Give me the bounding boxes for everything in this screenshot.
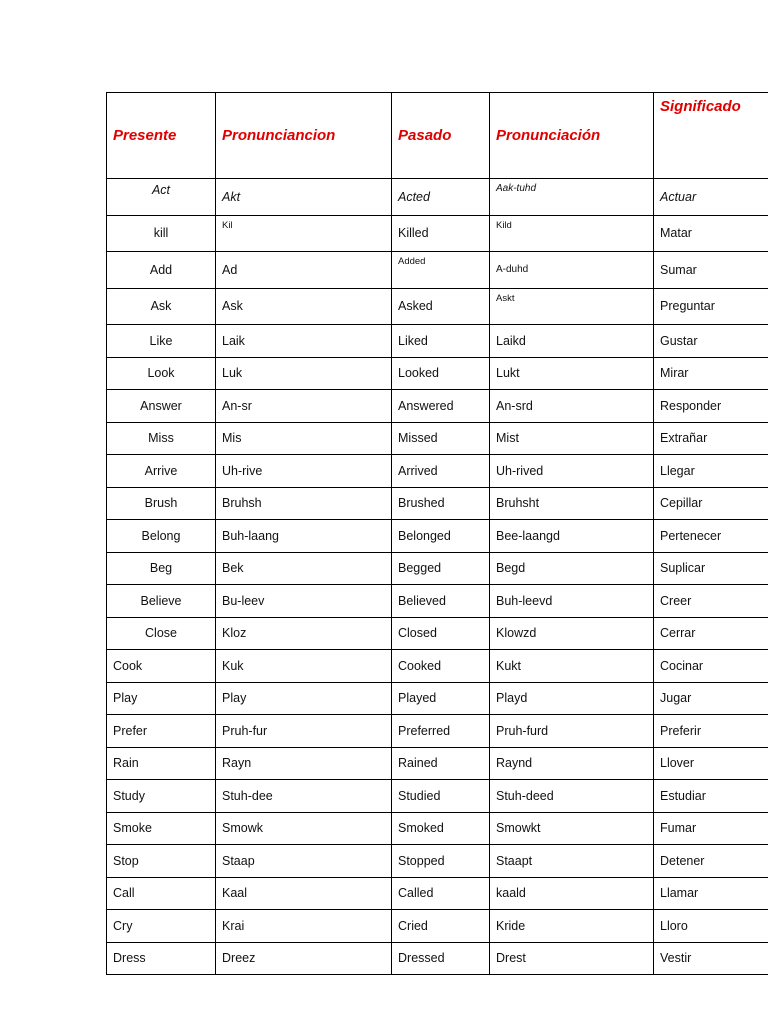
cell-significado: Vestir	[654, 942, 768, 975]
cell-pronunciacion-pasado: Kild	[490, 215, 654, 252]
cell-significado: Mirar	[654, 357, 768, 390]
cell-pronunciacion: Mis	[216, 422, 392, 455]
cell-pronunciacion-pasado: Buh-leevd	[490, 585, 654, 618]
cell-pronunciacion: Uh-rive	[216, 455, 392, 488]
cell-presente: Close	[107, 617, 216, 650]
cell-significado: Extrañar	[654, 422, 768, 455]
cell-pronunciacion-pasado: Kukt	[490, 650, 654, 683]
cell-pasado: Rained	[392, 747, 490, 780]
cell-pronunciacion-pasado: Bee-laangd	[490, 520, 654, 553]
cell-presente: Ask	[107, 288, 216, 325]
table-row	[107, 650, 768, 683]
cell-presente: Stop	[107, 845, 216, 878]
cell-significado: Suplicar	[654, 552, 768, 585]
cell-pronunciacion: Smowk	[216, 812, 392, 845]
cell-pasado: Cried	[392, 910, 490, 943]
cell-pronunciacion: Laik	[216, 325, 392, 358]
cell-significado: Llamar	[654, 877, 768, 910]
table-row	[107, 422, 768, 455]
cell-pasado: Smoked	[392, 812, 490, 845]
cell-pronunciacion: Stuh-dee	[216, 780, 392, 813]
cell-pronunciacion: Krai	[216, 910, 392, 943]
cell-significado: Lloro	[654, 910, 768, 943]
cell-pronunciacion-pasado: Drest	[490, 942, 654, 975]
cell-pasado: Added	[392, 252, 490, 289]
cell-pronunciacion-pasado: Smowkt	[490, 812, 654, 845]
cell-pronunciacion-pasado: Uh-rived	[490, 455, 654, 488]
header-pronunciacion: Pronunciancion	[216, 93, 392, 179]
cell-pronunciacion-pasado: Stuh-deed	[490, 780, 654, 813]
cell-presente: Act	[107, 179, 216, 216]
cell-pronunciacion: Bruhsh	[216, 487, 392, 520]
cell-pronunciacion-pasado: Pruh-furd	[490, 715, 654, 748]
cell-presente: Answer	[107, 390, 216, 423]
cell-pronunciacion-pasado: Klowzd	[490, 617, 654, 650]
cell-significado: Matar	[654, 215, 768, 252]
cell-pronunciacion: Staap	[216, 845, 392, 878]
cell-presente: Smoke	[107, 812, 216, 845]
cell-pronunciacion: Kaal	[216, 877, 392, 910]
cell-pronunciacion-pasado: Aak-tuhd	[490, 179, 654, 216]
table-row	[107, 780, 768, 813]
header-row	[107, 93, 768, 179]
cell-presente: Beg	[107, 552, 216, 585]
cell-pronunciacion: Buh-laang	[216, 520, 392, 553]
cell-pronunciacion-pasado: Lukt	[490, 357, 654, 390]
cell-pronunciacion-pasado: Mist	[490, 422, 654, 455]
cell-significado: Creer	[654, 585, 768, 618]
cell-significado: Fumar	[654, 812, 768, 845]
cell-presente: Cry	[107, 910, 216, 943]
cell-presente: Believe	[107, 585, 216, 618]
cell-pasado: Stopped	[392, 845, 490, 878]
cell-pasado: Cooked	[392, 650, 490, 683]
cell-pronunciacion: Dreez	[216, 942, 392, 975]
cell-significado: Llegar	[654, 455, 768, 488]
cell-pasado: Preferred	[392, 715, 490, 748]
cell-pasado: Liked	[392, 325, 490, 358]
cell-presente: Play	[107, 682, 216, 715]
cell-pronunciacion: Kuk	[216, 650, 392, 683]
cell-presente: Brush	[107, 487, 216, 520]
cell-presente: kill	[107, 215, 216, 252]
cell-pronunciacion: Pruh-fur	[216, 715, 392, 748]
cell-pasado: Begged	[392, 552, 490, 585]
header-presente: Presente	[107, 93, 216, 179]
table-row	[107, 552, 768, 585]
cell-presente: Prefer	[107, 715, 216, 748]
cell-pronunciacion: Ad	[216, 252, 392, 289]
cell-pronunciacion: An-sr	[216, 390, 392, 423]
table-row	[107, 747, 768, 780]
table-row	[107, 585, 768, 618]
cell-significado: Llover	[654, 747, 768, 780]
cell-pasado: Killed	[392, 215, 490, 252]
cell-pronunciacion-pasado: Raynd	[490, 747, 654, 780]
cell-significado: Pertenecer	[654, 520, 768, 553]
cell-pronunciacion: Bek	[216, 552, 392, 585]
cell-pronunciacion: Akt	[216, 179, 392, 216]
table-row	[107, 487, 768, 520]
cell-significado: Preferir	[654, 715, 768, 748]
table-row	[107, 325, 768, 358]
cell-presente: Arrive	[107, 455, 216, 488]
cell-presente: Belong	[107, 520, 216, 553]
cell-pasado: Called	[392, 877, 490, 910]
cell-pasado: Closed	[392, 617, 490, 650]
cell-significado: Gustar	[654, 325, 768, 358]
cell-presente: Study	[107, 780, 216, 813]
table-row	[107, 812, 768, 845]
cell-presente: Add	[107, 252, 216, 289]
cell-pasado: Acted	[392, 179, 490, 216]
table-row	[107, 215, 768, 252]
table-row	[107, 942, 768, 975]
cell-pronunciacion: Bu-leev	[216, 585, 392, 618]
cell-pasado: Answered	[392, 390, 490, 423]
cell-significado: Preguntar	[654, 288, 768, 325]
table-row	[107, 357, 768, 390]
table-row	[107, 877, 768, 910]
cell-significado: Estudiar	[654, 780, 768, 813]
cell-presente: Look	[107, 357, 216, 390]
cell-pronunciacion: Play	[216, 682, 392, 715]
cell-significado: Responder	[654, 390, 768, 423]
cell-significado: Cocinar	[654, 650, 768, 683]
cell-presente: Like	[107, 325, 216, 358]
table-row	[107, 617, 768, 650]
table-row	[107, 845, 768, 878]
cell-pronunciacion-pasado: kaald	[490, 877, 654, 910]
cell-pasado: Belonged	[392, 520, 490, 553]
cell-presente: Dress	[107, 942, 216, 975]
cell-pasado: Studied	[392, 780, 490, 813]
cell-significado: Cepillar	[654, 487, 768, 520]
table-row	[107, 520, 768, 553]
cell-pasado: Arrived	[392, 455, 490, 488]
table-row	[107, 715, 768, 748]
cell-pronunciacion-pasado: Laikd	[490, 325, 654, 358]
cell-presente: Call	[107, 877, 216, 910]
table-row	[107, 455, 768, 488]
table-row	[107, 252, 768, 289]
cell-pronunciacion-pasado: Begd	[490, 552, 654, 585]
header-pasado: Pasado	[392, 93, 490, 179]
cell-pronunciacion: Kil	[216, 215, 392, 252]
cell-pronunciacion: Kloz	[216, 617, 392, 650]
cell-pronunciacion-pasado: Staapt	[490, 845, 654, 878]
cell-significado: Sumar	[654, 252, 768, 289]
cell-pasado: Missed	[392, 422, 490, 455]
cell-pronunciacion: Rayn	[216, 747, 392, 780]
cell-pronunciacion: Luk	[216, 357, 392, 390]
cell-pronunciacion-pasado: Bruhsht	[490, 487, 654, 520]
cell-presente: Miss	[107, 422, 216, 455]
cell-presente: Rain	[107, 747, 216, 780]
cell-pronunciacion-pasado: Playd	[490, 682, 654, 715]
cell-presente: Cook	[107, 650, 216, 683]
cell-significado: Cerrar	[654, 617, 768, 650]
cell-pronunciacion: Ask	[216, 288, 392, 325]
cell-pronunciacion-pasado: An-srd	[490, 390, 654, 423]
table-row	[107, 179, 768, 216]
cell-significado: Detener	[654, 845, 768, 878]
header-pronunciacion-pasado: Pronunciación	[490, 93, 654, 179]
cell-pasado: Dressed	[392, 942, 490, 975]
cell-pasado: Looked	[392, 357, 490, 390]
table-row	[107, 390, 768, 423]
cell-significado: Actuar	[654, 179, 768, 216]
cell-pasado: Played	[392, 682, 490, 715]
cell-pasado: Believed	[392, 585, 490, 618]
cell-pasado: Brushed	[392, 487, 490, 520]
verb-table	[106, 92, 768, 975]
table-row	[107, 288, 768, 325]
cell-significado: Jugar	[654, 682, 768, 715]
header-significado: Significado	[654, 93, 768, 179]
cell-pronunciacion-pasado: Kride	[490, 910, 654, 943]
cell-pronunciacion-pasado: A-duhd	[490, 252, 654, 289]
table-row	[107, 910, 768, 943]
table-row	[107, 682, 768, 715]
cell-pronunciacion-pasado: Askt	[490, 288, 654, 325]
cell-pasado: Asked	[392, 288, 490, 325]
